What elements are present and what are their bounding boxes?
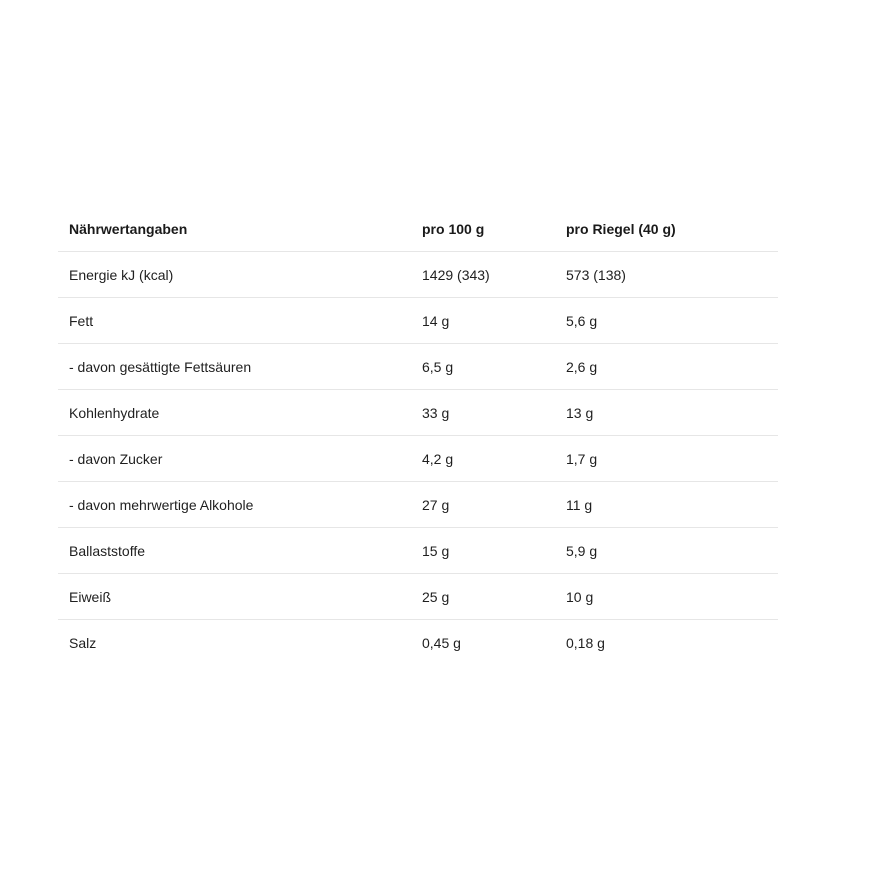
- table-row: [58, 528, 778, 574]
- header-per-bar: pro Riegel (40 g): [566, 221, 676, 237]
- value-per-100g: 4,2 g: [422, 451, 454, 467]
- table-header-row: [58, 206, 778, 252]
- nutrient-label: Energie kJ (kcal): [69, 267, 174, 283]
- nutrient-label: Eiweiß: [69, 589, 112, 605]
- nutrient-label: Salz: [69, 635, 97, 651]
- value-per-bar: 5,6 g: [566, 313, 598, 329]
- value-per-100g: 25 g: [422, 589, 450, 605]
- value-per-100g: 14 g: [422, 313, 450, 329]
- nutrient-label: Kohlenhydrate: [69, 405, 160, 421]
- value-per-100g: 33 g: [422, 405, 450, 421]
- nutrient-label: Fett: [69, 313, 94, 329]
- value-per-bar: 11 g: [566, 497, 593, 513]
- table-row: [58, 390, 778, 436]
- header-nutrient: Nährwertangaben: [69, 221, 188, 237]
- table-row: [58, 344, 778, 390]
- value-per-bar: 573 (138): [566, 267, 626, 283]
- value-per-bar: 10 g: [566, 589, 594, 605]
- header-per-100g: pro 100 g: [422, 221, 485, 237]
- nutrient-label: Ballaststoffe: [69, 543, 146, 559]
- table-row: [58, 482, 778, 528]
- value-per-100g: 1429 (343): [422, 267, 490, 283]
- value-per-100g: 15 g: [422, 543, 450, 559]
- nutrient-label: - davon Zucker: [69, 451, 163, 467]
- table-row: [58, 574, 778, 620]
- value-per-bar: 0,18 g: [566, 635, 605, 651]
- value-per-100g: 27 g: [422, 497, 450, 513]
- value-per-bar: 5,9 g: [566, 543, 598, 559]
- nutrient-label: - davon mehrwertige Alkohole: [69, 497, 254, 513]
- value-per-100g: 6,5 g: [422, 359, 454, 375]
- value-per-100g: 0,45 g: [422, 635, 461, 651]
- value-per-bar: 2,6 g: [566, 359, 598, 375]
- value-per-bar: 1,7 g: [566, 451, 598, 467]
- value-per-bar: 13 g: [566, 405, 594, 421]
- table-row: [58, 298, 778, 344]
- table-row: [58, 252, 778, 298]
- nutrition-table: [58, 206, 778, 666]
- nutrient-label: - davon gesättigte Fettsäuren: [69, 359, 252, 375]
- table-row: [58, 620, 778, 666]
- table-row: [58, 436, 778, 482]
